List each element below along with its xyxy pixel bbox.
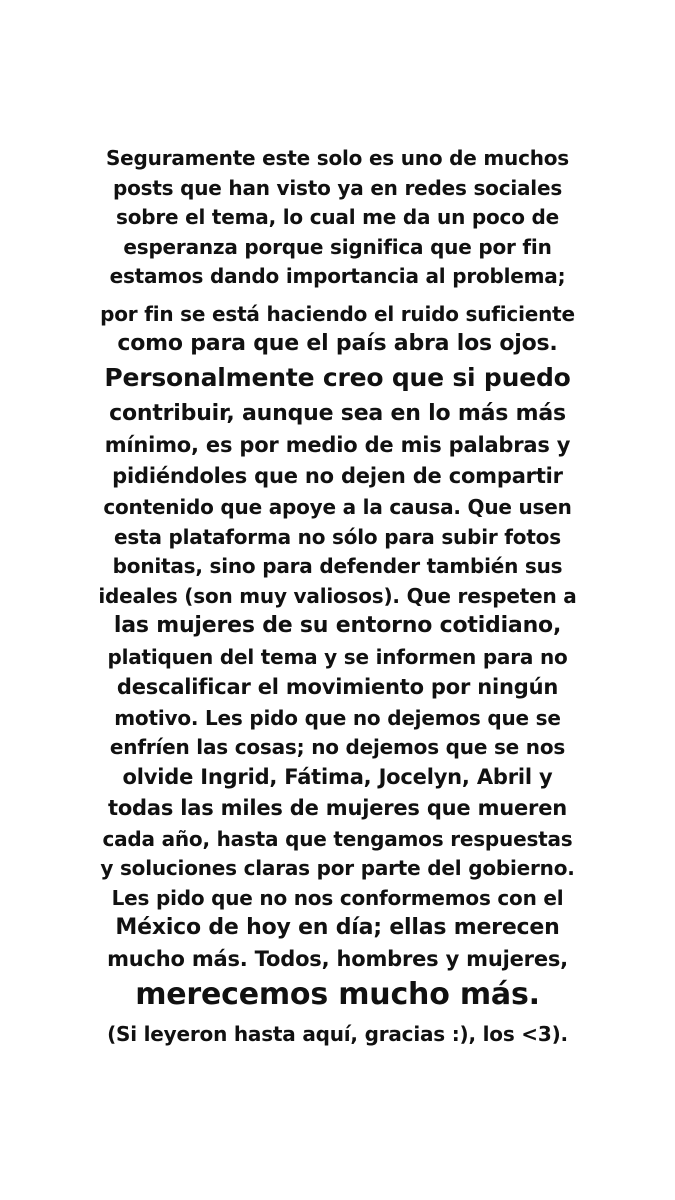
- story-line-23: cada año, hasta que tengamos respuestas: [102, 826, 573, 851]
- story-line-10: mínimo, es por medio de mis palabras y: [104, 433, 571, 457]
- story-line-27: mucho más. Todos, hombres y mujeres,: [107, 947, 568, 971]
- story-line-11: pidiéndoles que no dejen de compartir: [112, 464, 563, 488]
- story-line-16: las mujeres de su entorno cotidiano,: [113, 613, 562, 638]
- story-line-15: ideales (son muy valiosos). Que respeten a: [98, 583, 577, 608]
- story-line-9: contribuir, aunque sea en lo más más: [109, 401, 566, 426]
- story-line-5: estamos dando importancia al problema;: [109, 264, 566, 288]
- story-line-20: enfríen las cosas; no dejemos que se nos: [109, 735, 566, 759]
- story-text: [0, 148, 675, 1054]
- story-line-4: esperanza porque significa que por fin: [123, 234, 552, 259]
- story-line-29: (Si leyeron hasta aquí, gracias :), los <3).: [107, 1022, 568, 1046]
- story-line-3: sobre el tema, lo cual me da un poco de: [115, 205, 559, 229]
- story-line-22: todas las miles de mujeres que mueren: [107, 795, 568, 820]
- story-line-12: contenido que apoye a la causa. Que usen: [103, 495, 572, 519]
- story-line-8: Personalmente creo que si puedo: [104, 363, 571, 392]
- story-line-25: Les pido que no nos conformemos con el: [111, 885, 564, 910]
- story-line-26: México de hoy en día; ellas merecen: [115, 915, 560, 940]
- story-line-28: merecemos mucho más.: [135, 977, 540, 1012]
- story-line-18: descalificar el movimiento por ningún: [116, 674, 559, 699]
- story-line-19: motivo. Les pido que no dejemos que se: [114, 705, 561, 730]
- story-line-13: esta plataforma no sólo para subir fotos: [114, 524, 561, 549]
- story-line-21: olvide Ingrid, Fátima, Jocelyn, Abril y: [122, 764, 553, 789]
- story-line-6: por fin se está haciendo el ruido suficiente: [100, 301, 575, 326]
- story-line-24: y soluciones claras por parte del gobierno.: [100, 856, 575, 880]
- story-line-7: como para que el país abra los ojos.: [117, 331, 558, 356]
- story-line-17: platiquen del tema y se informen para no: [107, 645, 568, 669]
- story-line-2: posts que han visto ya en redes sociales: [112, 175, 563, 200]
- story-line-14: bonitas, sino para defender también sus: [112, 554, 563, 578]
- story-line-1: Seguramente este solo es uno de muchos: [105, 146, 570, 170]
